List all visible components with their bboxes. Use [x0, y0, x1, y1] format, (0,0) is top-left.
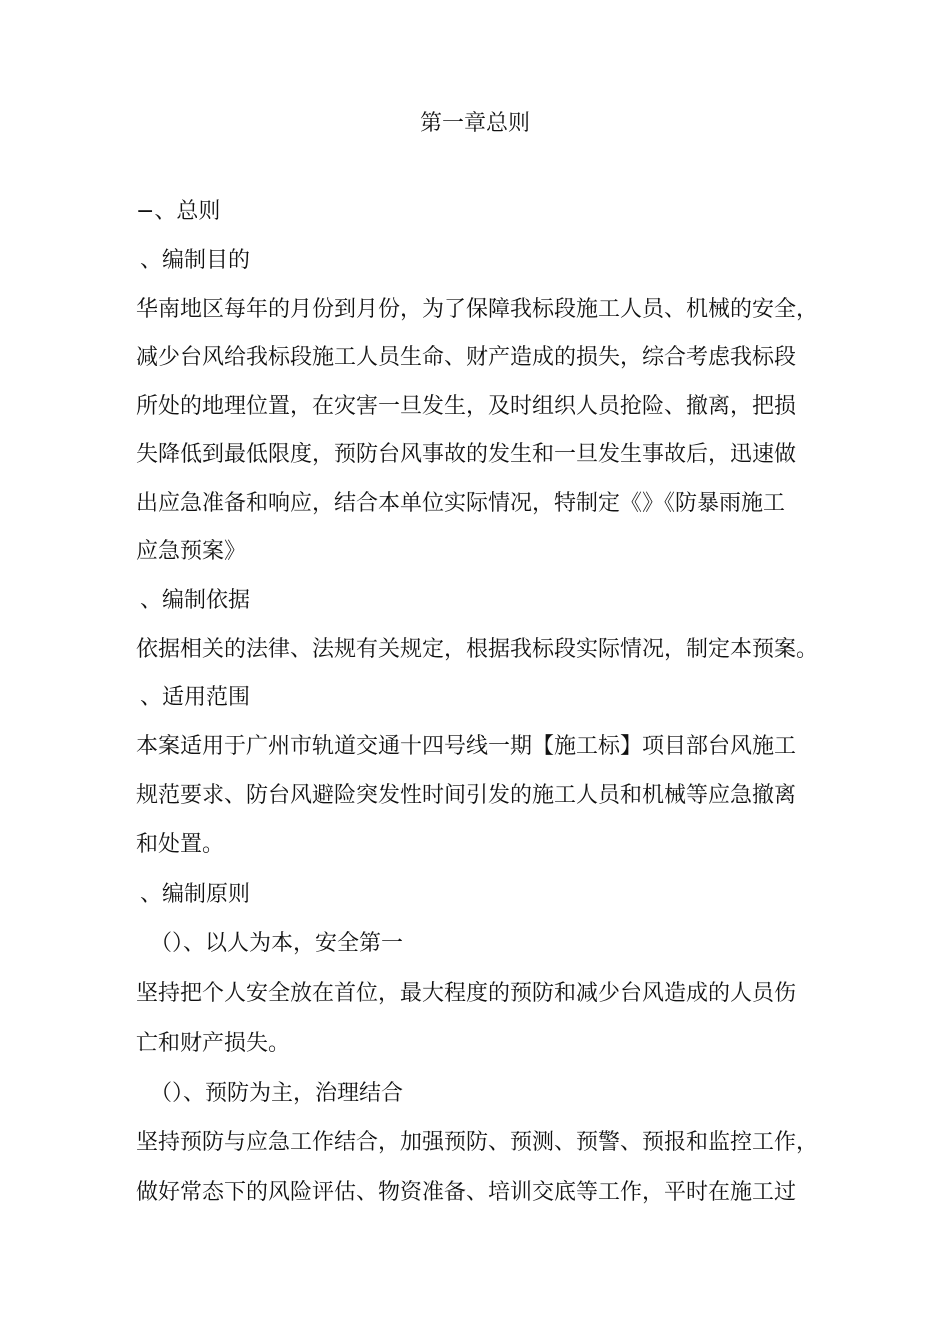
subsection-heading-scope: 、适用范围: [140, 685, 251, 710]
section-heading-general: −、总则: [136, 199, 221, 224]
principle-heading-prevention-first: （）、预防为主，治理结合: [150, 1081, 404, 1106]
subsection-heading-purpose: 、编制目的: [140, 248, 251, 273]
paragraph-line: 所处的地理位置，在灾害一旦发生，及时组织人员抢险、撤离，把损: [136, 394, 797, 419]
paragraph-line: 失降低到最低限度，预防台风事故的发生和一旦发生事故后，迅速做: [136, 442, 797, 467]
paragraph-line: 应急预案》: [136, 539, 247, 564]
paragraph-line: 出应急准备和响应，结合本单位实际情况，特制定《》《防暴雨施工: [136, 491, 786, 516]
chapter-title: 第一章总则: [419, 111, 530, 136]
paragraph-line: 减少台风给我标段施工人员生命、财产造成的损失，综合考虑我标段: [136, 345, 797, 370]
paragraph-line: 本案适用于广州市轨道交通十四号线一期【施工标】项目部台风施工: [136, 734, 797, 759]
paragraph-line: 亡和财产损失。: [136, 1031, 291, 1056]
paragraph-line: 华南地区每年的月份到月份，为了保障我标段施工人员、机械的安全，: [136, 297, 819, 322]
subsection-heading-basis: 、编制依据: [140, 588, 251, 613]
paragraph-line: 规范要求、防台风避险突发性时间引发的施工人员和机械等应急撤离: [136, 783, 797, 808]
paragraph-line: 做好常态下的风险评估、物资准备、培训交底等工作，平时在施工过: [136, 1180, 797, 1205]
paragraph-line: 和处置。: [136, 832, 225, 857]
paragraph-line: 依据相关的法律、法规有关规定，根据我标段实际情况，制定本预案。: [136, 637, 819, 662]
subsection-heading-principles: 、编制原则: [140, 882, 251, 907]
paragraph-line: 坚持预防与应急工作结合，加强预防、预测、预警、预报和监控工作，: [136, 1130, 819, 1155]
principle-heading-people-first: （）、以人为本，安全第一: [150, 931, 404, 956]
paragraph-line: 坚持把个人安全放在首位，最大程度的预防和减少台风造成的人员伤: [136, 981, 797, 1006]
